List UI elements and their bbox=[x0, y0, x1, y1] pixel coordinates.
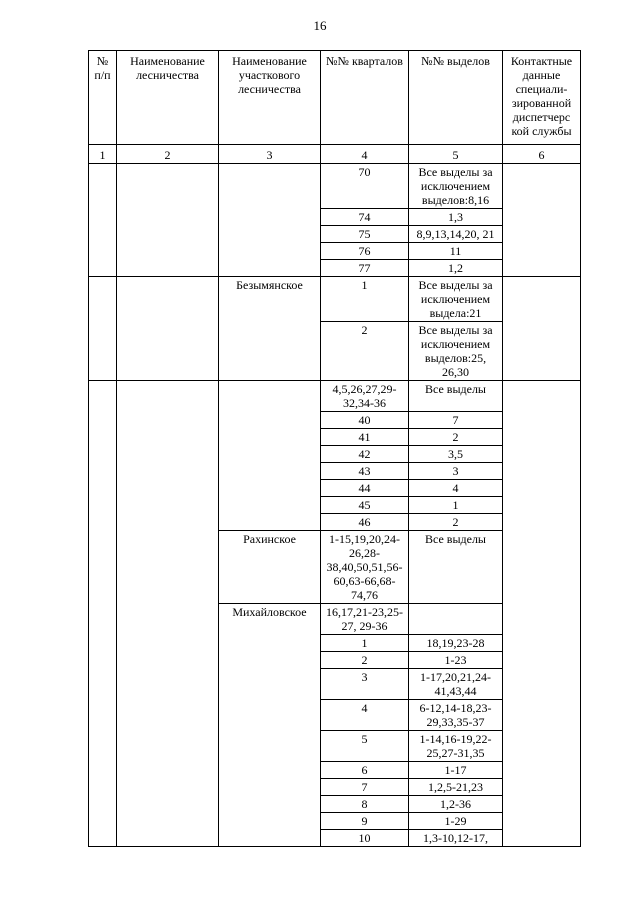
column-number: 6 bbox=[503, 145, 581, 164]
allotment-cell: 4 bbox=[409, 480, 503, 497]
quarter-cell: 74 bbox=[321, 209, 409, 226]
quarter-cell: 76 bbox=[321, 243, 409, 260]
allotment-cell: 18,19,23-28 bbox=[409, 635, 503, 652]
column-number: 1 bbox=[89, 145, 117, 164]
allotment-cell: 1,2 bbox=[409, 260, 503, 277]
quarter-cell: 2 bbox=[321, 652, 409, 669]
allotments-table bbox=[88, 50, 581, 847]
district-forestry-cell bbox=[219, 164, 321, 277]
header-contacts: Контактные данные специали-зированной диспетчерс кой службы bbox=[503, 51, 581, 145]
header-district-forestry: Наименование участкового лесничества bbox=[219, 51, 321, 145]
allotment-cell: Все выделы за исключением выдела:21 bbox=[409, 277, 503, 322]
allotment-cell: 1,2,5-21,23 bbox=[409, 779, 503, 796]
allotment-cell: 1-29 bbox=[409, 813, 503, 830]
allotment-cell: 2 bbox=[409, 429, 503, 446]
allotment-cell: 3,5 bbox=[409, 446, 503, 463]
allotment-cell: 1 bbox=[409, 497, 503, 514]
quarter-cell: 2 bbox=[321, 322, 409, 381]
column-number: 3 bbox=[219, 145, 321, 164]
quarter-cell: 9 bbox=[321, 813, 409, 830]
quarter-cell: 10 bbox=[321, 830, 409, 847]
quarter-cell: 70 bbox=[321, 164, 409, 209]
allotment-cell: 1-14,16-19,22-25,27-31,35 bbox=[409, 731, 503, 762]
quarter-cell: 4,5,26,27,29-32,34-36 bbox=[321, 381, 409, 412]
contacts-cell bbox=[503, 277, 581, 381]
table-row bbox=[89, 277, 581, 322]
row-num-cell bbox=[89, 381, 117, 847]
table-row bbox=[89, 164, 581, 209]
quarter-cell: 5 bbox=[321, 731, 409, 762]
quarter-cell: 8 bbox=[321, 796, 409, 813]
allotment-cell: 1,3 bbox=[409, 209, 503, 226]
column-number: 5 bbox=[409, 145, 503, 164]
allotment-cell: 1-17 bbox=[409, 762, 503, 779]
quarter-cell: 77 bbox=[321, 260, 409, 277]
quarter-cell: 43 bbox=[321, 463, 409, 480]
allotment-cell: 1,3-10,12-17, bbox=[409, 830, 503, 847]
allotment-cell bbox=[409, 604, 503, 635]
column-number: 4 bbox=[321, 145, 409, 164]
quarter-cell: 4 bbox=[321, 700, 409, 731]
header-forestry: Наименование лесничества bbox=[117, 51, 219, 145]
column-number-row bbox=[89, 145, 581, 164]
district-forestry-cell: Рахинское bbox=[219, 531, 321, 604]
quarter-cell: 45 bbox=[321, 497, 409, 514]
district-forestry-cell: Михайловское bbox=[219, 604, 321, 847]
allotment-cell: 1-23 bbox=[409, 652, 503, 669]
forestry-cell bbox=[117, 164, 219, 277]
quarter-cell: 1 bbox=[321, 277, 409, 322]
quarter-cell: 40 bbox=[321, 412, 409, 429]
quarter-cell: 7 bbox=[321, 779, 409, 796]
allotment-cell: 6-12,14-18,23-29,33,35-37 bbox=[409, 700, 503, 731]
forestry-cell bbox=[117, 277, 219, 381]
header-allotments: №№ выделов bbox=[409, 51, 503, 145]
allotment-cell: 11 bbox=[409, 243, 503, 260]
quarter-cell: 46 bbox=[321, 514, 409, 531]
allotment-cell: Все выделы за исключением выделов:8,16 bbox=[409, 164, 503, 209]
quarter-cell: 41 bbox=[321, 429, 409, 446]
allotment-cell: 1,2-36 bbox=[409, 796, 503, 813]
forestry-cell bbox=[117, 381, 219, 847]
allotment-cell: 3 bbox=[409, 463, 503, 480]
allotment-cell: 8,9,13,14,20, 21 bbox=[409, 226, 503, 243]
quarter-cell: 6 bbox=[321, 762, 409, 779]
quarter-cell: 75 bbox=[321, 226, 409, 243]
table-body bbox=[89, 164, 581, 847]
quarter-cell: 44 bbox=[321, 480, 409, 497]
quarter-cell: 3 bbox=[321, 669, 409, 700]
table-row bbox=[89, 381, 581, 412]
contacts-cell bbox=[503, 164, 581, 277]
row-num-cell bbox=[89, 164, 117, 277]
header-num: № п/п bbox=[89, 51, 117, 145]
contacts-cell bbox=[503, 381, 581, 847]
row-num-cell bbox=[89, 277, 117, 381]
allotment-cell: Все выделы bbox=[409, 531, 503, 604]
column-number: 2 bbox=[117, 145, 219, 164]
header-quarters: №№ кварталов bbox=[321, 51, 409, 145]
page-number: 16 bbox=[313, 18, 327, 33]
quarter-cell: 1-15,19,20,24-26,28-38,40,50,51,56-60,63-66,68-74,76 bbox=[321, 531, 409, 604]
quarter-cell: 16,17,21-23,25-27, 29-36 bbox=[321, 604, 409, 635]
header-row bbox=[89, 51, 581, 145]
quarter-cell: 1 bbox=[321, 635, 409, 652]
quarter-cell: 42 bbox=[321, 446, 409, 463]
district-forestry-cell bbox=[219, 381, 321, 531]
allotment-cell: 1-17,20,21,24-41,43,44 bbox=[409, 669, 503, 700]
allotment-cell: Все выделы за исключением выделов:25, 26,30 bbox=[409, 322, 503, 381]
allotment-cell: 2 bbox=[409, 514, 503, 531]
district-forestry-cell: Безымянское bbox=[219, 277, 321, 381]
allotment-cell: Все выделы bbox=[409, 381, 503, 412]
allotment-cell: 7 bbox=[409, 412, 503, 429]
